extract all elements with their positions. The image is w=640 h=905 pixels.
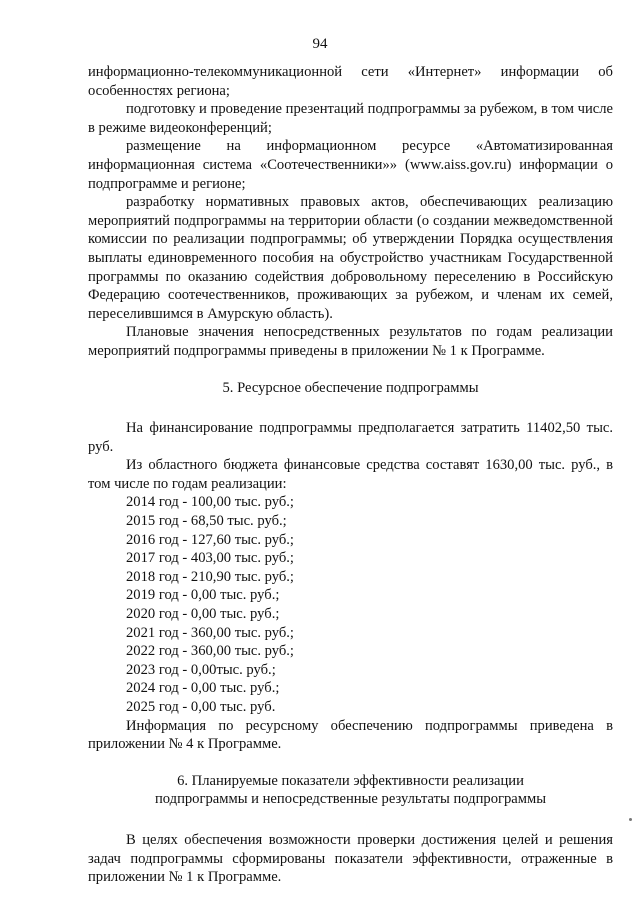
page-number: 94	[312, 36, 328, 52]
list-item: 2020 год - 0,00 тыс. руб.;	[126, 606, 280, 623]
list-item: 2015 год - 68,50 тыс. руб.;	[126, 513, 287, 530]
paragraph-regional-budget: Из областного бюджета финансовые средства составят 1630,00 тыс. руб., в том числе по годам реализации:	[88, 457, 613, 492]
section-6-heading-line-2: подпрограммы и непосредственные результаты подпрограммы	[154, 791, 547, 808]
paragraph-resource-appendix: Информация по ресурсному обеспечению подпрограммы приведена в приложении № 4 к Программе.	[88, 717, 613, 753]
list-item: 2021 год - 360,00 тыс. руб.;	[126, 624, 294, 641]
paragraph-efficiency-indicators: В целях обеспечения возможности проверки достижения целей и решения задач подпрограммы сформированы показатели эффективности, отраженные в приложении № 1 к Программе.	[88, 831, 613, 886]
paragraph-internet-info: информационно-телекоммуникационной сети «Интернет» информации об особенностях региона;	[88, 64, 613, 99]
list-item: 2025 год - 0,00 тыс. руб.	[126, 699, 276, 715]
funding-by-year-list	[88, 493, 613, 716]
list-item: 2017 год - 403,00 тыс. руб.;	[126, 550, 294, 567]
page-content	[88, 63, 613, 887]
list-item: 2016 год - 127,60 тыс. руб.;	[126, 531, 294, 548]
list-item: 2024 год - 0,00 тыс. руб.;	[126, 680, 280, 697]
section-6-heading-line-1: 6. Планируемые показатели эффективности реализации	[177, 772, 524, 789]
paragraph-planned-values: Плановые значения непосредственных результатов по годам реализации мероприятий подпрограммы приведены в приложении № 1 к Программе.	[88, 324, 613, 359]
scan-artifact	[629, 818, 632, 821]
paragraph-financing-total: На финансирование подпрограммы предполагается затратить 11402,50 тыс. руб.	[88, 420, 613, 455]
list-item: 2022 год - 360,00 тыс. руб.;	[126, 643, 294, 660]
list-item: 2018 год - 210,90 тыс. руб.;	[126, 568, 294, 585]
list-item: 2019 год - 0,00 тыс. руб.;	[126, 587, 280, 604]
paragraph-presentations: подготовку и проведение презентаций подпрограммы за рубежом, в том числе в режиме видеоконференций;	[88, 101, 613, 136]
list-item: 2014 год - 100,00 тыс. руб.;	[126, 494, 294, 511]
paragraph-legal-acts: разработку нормативных правовых актов, обеспечивающих реализацию мероприятий подпрограммы на территории области (о создании межведомственной комиссии по реализации подпрограммы; об утверждении Порядка осуществления выплаты единовременного пособия на обустройство участникам Государственной программы по оказанию содействия добровольному переселению в Российскую Федерацию соотечественников, проживающих за рубежом, и членам их семей, переселившимся в Амурскую область).	[88, 194, 613, 322]
list-item: 2023 год - 0,00тыс. руб.;	[126, 661, 276, 678]
paragraph-aiss-resource: размещение на информационном ресурсе «Автоматизированная информационная система «Соотечественники»» (www.aiss.gov.ru) информации о подпрограмме и регионе;	[88, 138, 613, 192]
section-5-heading: 5. Ресурсное обеспечение подпрограммы	[222, 379, 479, 396]
